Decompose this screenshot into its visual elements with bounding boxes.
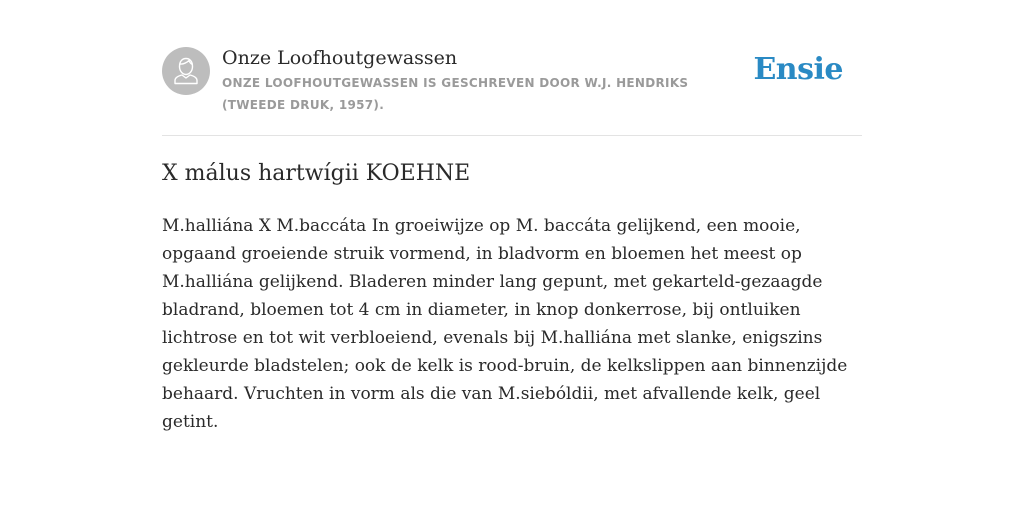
source-header — [162, 44, 862, 136]
source-subtitle: ONZE LOOFHOUTGEWASSEN IS GESCHREVEN DOOR W.J. HENDRIKS (TWEEDE DRUK, 1957). — [222, 76, 689, 112]
entry-title: X málus hartwígii KOEHNE — [162, 161, 471, 186]
page — [162, 0, 862, 512]
source-info — [222, 44, 752, 116]
user-icon — [162, 47, 210, 95]
source-avatar — [162, 47, 210, 95]
source-title[interactable]: Onze Loofhoutgewassen — [222, 47, 458, 69]
entry-body: M.halliána X M.baccáta In groeiwijze op M. baccáta gelijkend, een mooie, opgaand groeiende struik vormend, in bladvorm en bloemen het meest op M.halliána gelijkend. Bladeren minder lang gepunt, met gekarteld-gezaagde bladrand, bloemen tot 4 cm in diameter, in knop donkerrose, bij ontluiken lichtrose en tot wit verbloeiend, evenals bij M.halliána met slanke, enigszins gekleurde bladstelen; ook de kelk is rood-bruin, de kelkslippen aan binnenzijde behaard. Vruchten in vorm als die van M.siebóldii, met afvallende kelk, geel getint. — [162, 216, 848, 432]
brand-logo[interactable]: Ensie — [753, 52, 843, 87]
